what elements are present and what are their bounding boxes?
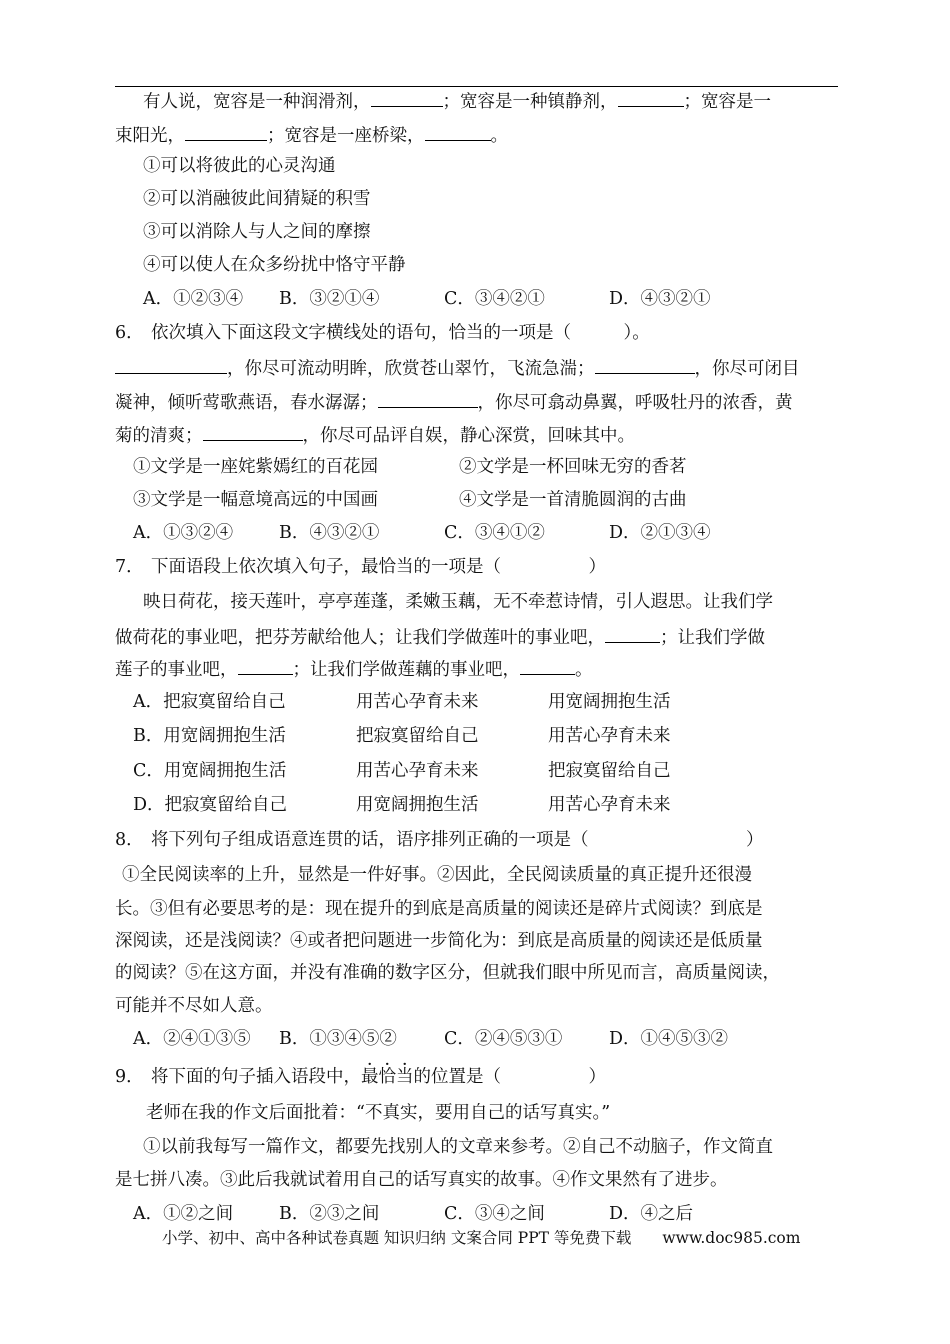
q9-question: 9． 将下面的句子插入语段中，最恰当的位置是（ ） xyxy=(115,1067,606,1087)
q8-option-b: B．①③④⑤② xyxy=(279,1029,397,1049)
q9-option-b: B．②③之间 xyxy=(279,1204,380,1224)
q7-option-d: D．把寂寞留给自己 xyxy=(133,795,288,815)
q6-option-d: D．②①③④ xyxy=(609,523,711,543)
q6-option-b: B．④③②① xyxy=(279,523,380,543)
q6-blank-1 xyxy=(115,355,227,374)
q9-option-d: D．④之后 xyxy=(609,1204,694,1224)
q5-option-a: A．①②③④ xyxy=(143,289,244,309)
q8-option-c: C．②④⑤③① xyxy=(444,1029,563,1049)
q7-option-c-part: 把寂寞留给自己 xyxy=(548,761,671,781)
q8-passage-line: 的阅读？⑤在这方面，并没有准确的数字区分，但就我们眼中所见而言，高质量阅读， xyxy=(115,963,780,983)
q6-question: 6． 依次填入下面这段文字横线处的语句，恰当的一项是（ ）。 xyxy=(115,323,650,343)
footer-text: 小学、初中、高中各种试卷真题 知识归纳 文案合同 PPT 等免费下载 www.doc985.com xyxy=(162,1229,801,1247)
q7-passage-line-3: 莲子的事业吧， ；让我们学做莲藕的事业吧， 。 xyxy=(115,656,593,682)
q8-option-d: D．①④⑤③② xyxy=(609,1029,729,1049)
q9-option-c: C．③④之间 xyxy=(444,1204,545,1224)
q7-blank-3 xyxy=(520,656,575,675)
q7-option-b-part: 把寂寞留给自己 xyxy=(356,726,479,746)
q7-option-c: C．用宽阔拥抱生活 xyxy=(133,761,287,781)
q5-item: ③可以消除人与人之间的摩擦 xyxy=(143,222,371,242)
q6-blank-3 xyxy=(378,389,478,408)
q8-passage-line: 长。③但有必要思考的是：现在提升的到底是高质量的阅读还是碎片式阅读？到底是 xyxy=(115,899,763,919)
q6-passage-line-1: ，你尽可流动明眸，欣赏苍山翠竹，飞流急湍； ，你尽可闭目 xyxy=(115,355,800,381)
q8-passage-line: 可能并不尽如人意。 xyxy=(115,996,273,1016)
q7-question: 7． 下面语段上依次填入句子，最恰当的一项是（ ） xyxy=(115,557,606,577)
q7-option-d-part: 用苦心孕育未来 xyxy=(548,795,671,815)
q7-blank-1 xyxy=(605,624,660,643)
q6-item: ②文学是一杯回味无穷的香茗 xyxy=(459,457,687,477)
q9-passage-line: ①以前我每写一篇作文，都要先找别人的文章来参考。②自己不动脑子，作文简直 xyxy=(143,1137,773,1157)
q6-item: ③文学是一幅意境高远的中国画 xyxy=(133,490,378,510)
emphasis-char: 恰 xyxy=(378,1067,396,1087)
q5-blank-4 xyxy=(425,122,491,141)
q6-option-a: A．①③②④ xyxy=(133,523,234,543)
q5-option-b: B．③②①④ xyxy=(279,289,380,309)
q5-blank-2 xyxy=(618,88,684,107)
q5-item: ②可以消融彼此间猜疑的积雪 xyxy=(143,189,371,209)
header-rule xyxy=(115,86,838,87)
q5-option-c: C．③④②① xyxy=(444,289,545,309)
q6-item: ①文学是一座姹紫嫣红的百花园 xyxy=(133,457,378,477)
q9-quote: 老师在我的作文后面批着：“不真实，要用自己的话写真实。” xyxy=(146,1103,611,1123)
q7-option-b-part: 用苦心孕育未来 xyxy=(548,726,671,746)
q5-item: ①可以将彼此的心灵沟通 xyxy=(143,156,336,176)
q6-passage-line-3: 菊的清爽； ，你尽可品评自娱，静心深赏，回味其中。 xyxy=(115,422,635,448)
q5-stem-line-2: 束阳光， ；宽容是一座桥梁， 。 xyxy=(115,122,508,148)
q6-passage-line-2: 凝神，倾听莺歌燕语，春水潺潺； ，你尽可翕动鼻翼，呼吸牡丹的浓香，黄 xyxy=(115,389,793,415)
q8-question: 8． 将下列句子组成语意连贯的话，语序排列正确的一项是（ ） xyxy=(115,830,764,850)
q7-blank-2 xyxy=(238,656,293,675)
q7-option-c-part: 用苦心孕育未来 xyxy=(356,761,479,781)
q7-option-a-part: 用苦心孕育未来 xyxy=(356,692,479,712)
q7-option-b: B．用宽阔拥抱生活 xyxy=(133,726,286,746)
q6-item: ④文学是一首清脆圆润的古曲 xyxy=(459,490,687,510)
q6-option-c: C．③④①② xyxy=(444,523,545,543)
q5-blank-3 xyxy=(185,122,267,141)
q5-blank-1 xyxy=(371,88,443,107)
q8-passage-line: 深阅读，还是浅阅读？④或者把问题进一步简化为：到底是高质量的阅读还是低质量 xyxy=(115,931,763,951)
q6-blank-4 xyxy=(203,422,303,441)
q7-option-a-part: 用宽阔拥抱生活 xyxy=(548,692,671,712)
q6-blank-2 xyxy=(595,355,695,374)
q7-passage-line-1: 映日荷花，接天莲叶，亭亭莲蓬，柔嫩玉藕，无不牵惹诗情，引人遐思。让我们学 xyxy=(143,592,773,612)
q9-option-a: A．①②之间 xyxy=(133,1204,234,1224)
q7-passage-line-2: 做荷花的事业吧，把芬芳献给他人；让我们学做莲叶的事业吧， ；让我们学做 xyxy=(115,624,765,650)
q5-item: ④可以使人在众多纷扰中恪守平静 xyxy=(143,255,406,275)
q5-option-d: D．④③②① xyxy=(609,289,711,309)
q8-passage-line: ①全民阅读率的上升，显然是一件好事。②因此，全民阅读质量的真正提升还很漫 xyxy=(122,865,752,885)
q9-passage-line: 是七拼八凑。③此后我就试着用自己的话写真实的故事。④作文果然有了进步。 xyxy=(115,1170,728,1190)
emphasis-char: 当 xyxy=(396,1067,414,1087)
emphasis-char: 最 xyxy=(361,1067,379,1087)
q5-stem-line-1: 有人说，宽容是一种润滑剂， ；宽容是一种镇静剂， ；宽容是一 xyxy=(143,88,771,114)
q8-option-a: A．②④①③⑤ xyxy=(133,1029,251,1049)
q7-option-d-part: 用宽阔拥抱生活 xyxy=(356,795,479,815)
q7-option-a: A．把寂寞留给自己 xyxy=(133,692,286,712)
